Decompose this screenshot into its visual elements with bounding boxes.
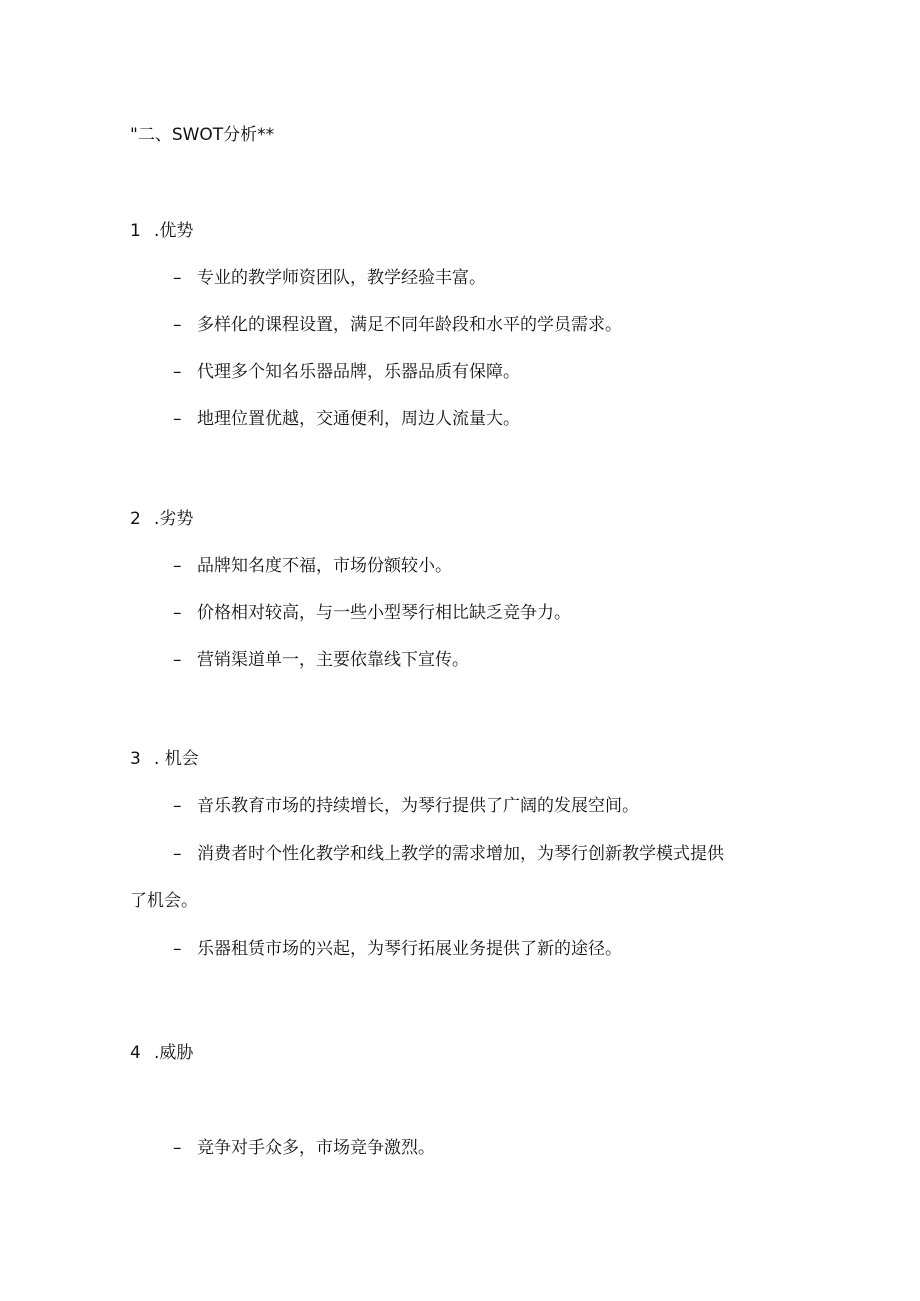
list-item-text: 多样化的课程设置，满足不同年龄段和水平的学员需求。: [197, 315, 622, 335]
list-item: [173, 648, 469, 672]
section-title: . 机会: [154, 749, 199, 769]
bullet-dash: –: [173, 268, 182, 288]
list-item: [173, 601, 571, 625]
section-title: .优势: [154, 221, 194, 241]
list-item: [173, 937, 622, 961]
section-heading-1: [130, 219, 193, 243]
bullet-dash: –: [173, 1138, 182, 1158]
section-number: 1: [130, 221, 141, 241]
bullet-dash: –: [173, 939, 182, 959]
list-item: [173, 554, 452, 578]
list-item-text: 音乐教育市场的持续增长，为琴行提供了广阔的发展空间。: [197, 796, 639, 816]
list-item-text: 价格相对较高，与一些小型琴行相比缺乏竞争力。: [197, 603, 571, 623]
list-item: [173, 313, 622, 337]
list-item-text: 专业的教学师资团队，教学经验丰富。: [197, 268, 486, 288]
list-item-text: 竞争对手众多，市场竞争激烈。: [197, 1138, 435, 1158]
section-number: 4: [130, 1043, 141, 1063]
list-item-text: 品牌知名度不福，市场份额较小。: [197, 556, 452, 576]
list-item: [173, 1136, 435, 1160]
list-item-text: 营销渠道单一，主要依靠线下宣传。: [197, 650, 469, 670]
list-item: [173, 842, 724, 866]
section-number: 3: [130, 749, 141, 769]
bullet-dash: –: [173, 362, 182, 382]
list-item: [173, 266, 486, 290]
list-item-text: 消费者时个性化教学和线上教学的需求增加，为琴行创新教学模式提供: [197, 844, 724, 864]
section-heading-2: [130, 507, 193, 531]
list-item: [173, 794, 639, 818]
list-item-text: 乐器租赁市场的兴起，为琴行拓展业务提供了新的途径。: [197, 939, 622, 959]
bullet-dash: –: [173, 844, 182, 864]
section-number: 2: [130, 509, 141, 529]
section-title: .劣势: [154, 509, 194, 529]
section-heading-4: [130, 1041, 193, 1065]
bullet-dash: –: [173, 603, 182, 623]
bullet-dash: –: [173, 650, 182, 670]
list-item-text: 地理位置优越，交通便利，周边人流量大。: [197, 409, 520, 429]
list-item-text: 代理多个知名乐器品牌，乐器品质有保障。: [197, 362, 520, 382]
section-heading-3: [130, 747, 199, 771]
bullet-dash: –: [173, 796, 182, 816]
list-item-continuation: 了机会。: [130, 891, 198, 911]
document-title: "二、SWOT分析**: [130, 125, 275, 145]
bullet-dash: –: [173, 556, 182, 576]
bullet-dash: –: [173, 315, 182, 335]
bullet-dash: –: [173, 409, 182, 429]
section-title: .威胁: [154, 1043, 194, 1063]
list-item: [173, 407, 520, 431]
list-item: [173, 360, 520, 384]
